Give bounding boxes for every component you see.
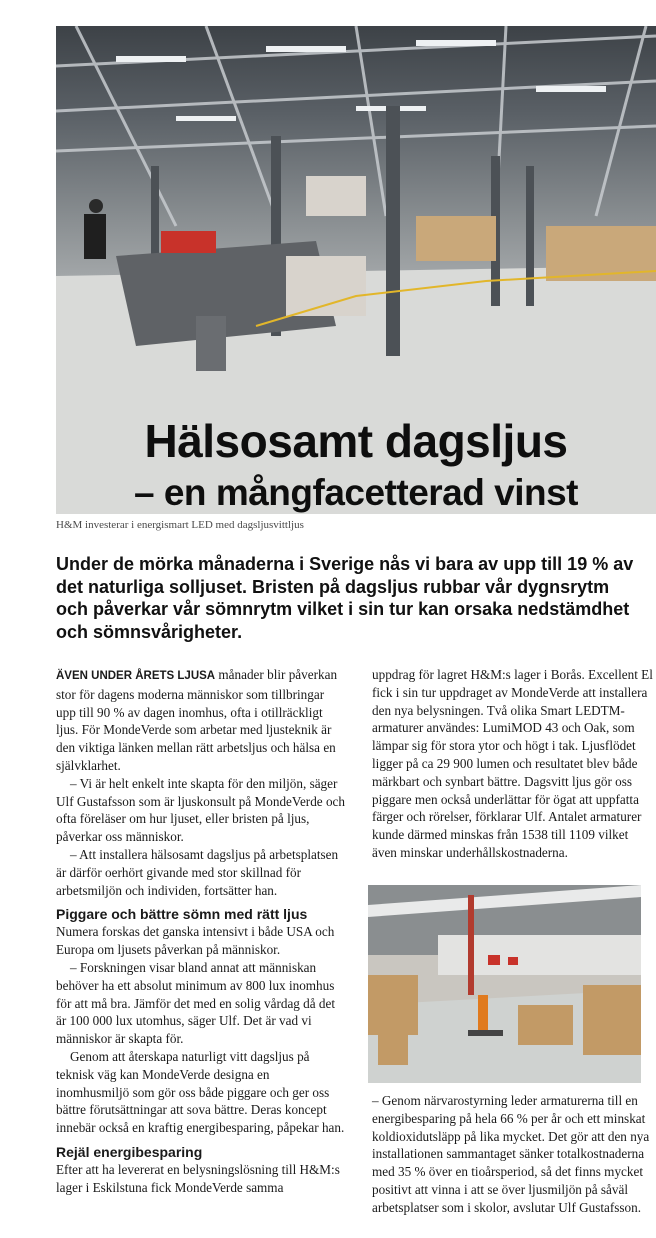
paragraph: – Vi är helt enkelt inte skapta för den miljön, säger Ulf Gustafsson som är ljuskonsult på MondeVerde och ofta föreläser om hur ljuset, eller bristen på ljus, påverkar oss människor. (56, 775, 345, 845)
warehouse-photo (368, 885, 641, 1083)
paragraph: – Genom närvarostyrning leder armaturerna till en energibesparing på hela 66 % per år och ett minskat koldioxidutsläpp på lika mycket. Det gör att den nya installationen sammantaget sänker totalkostnaderna med 35 % över en tioårsperiod, så det finns mycket positivt att vinna i att se över ljusmiljön på såväl arbetsplatser som i skolor, avslutar Ulf Gustafsson. (372, 1093, 650, 1215)
paragraph: – Att installera hälsosamt dagsljus på arbetsplatsen är därför oerhört givande med stor skillnad för arbetsmiljön och individen, fortsätter han. (56, 846, 339, 898)
left-column (56, 666, 346, 1197)
headline-line-2: – en mångfacetterad vinst (134, 472, 578, 513)
hero-photo (56, 26, 656, 514)
right-column (372, 666, 656, 862)
paragraph: Numera forskas det ganska intensivt i både USA och Europa om ljusets påverkan på människor. (56, 924, 335, 958)
paragraph: – Forskningen visar bland annat att människan behöver ha ett absolut minimum av 800 lux inomhus för att må bra. Jämför det med en solig vårdag då det är 100 000 lux utomhus, säger Ulf. Det är vad vi människor är skapta för. (56, 959, 336, 1047)
paragraph: Genom att återskapa naturligt vitt dagsljus på teknisk väg kan MondeVerde designa en inomhusmiljö som gör oss både piggare och ger oss bättre förutsättningar att sova bättre. Deras koncept innebär också en kraftig energibesparing, påpekar han. (56, 1048, 345, 1136)
paragraph: Efter att ha levererat en belysningslösning till H&M:s lager i Eskilstuna fick MondeVerde samma (56, 1161, 340, 1195)
lead-in: ÄVEN UNDER ÅRETS LJUSA (56, 670, 216, 682)
headline-line-1: Hälsosamt dagsljus (144, 415, 568, 467)
subheading: Rejäl energibesparing (56, 1143, 203, 1160)
lead-paragraph: Under de mörka månaderna i Sverige nås vi bara av upp till 19 % av det naturliga solljuset. Bristen på dagsljus rubbar vår dygnsrytm och påverkar vår sömnrytm vilket i sin tur kan orsaka nedstämdhet och sömnsvårigheter. (56, 554, 634, 642)
right-column-bottom (372, 1092, 656, 1217)
photo-caption: H&M investerar i energismart LED med dagsljusvittljus (56, 519, 304, 531)
paragraph: uppdrag för lagret H&M:s lager i Borås. Excellent El fick i sin tur uppdraget av MondeVerde att installera den nya belysningen. Två olika Smart LEDTM-armaturer användes: LumiMOD 43 och Oak, som lämpar sig för stora ytor och högt i tak. Ljusflödet ligger på ca 29 900 lumen och resultatet blev både märkbart och synbart bättre. Dagsvitt ljus gör oss piggare men också underlättar för ögat att uppfatta färger och rörelser, förklarar Ulf. Antalet armaturer kunde därmed minskas från 1538 till 1109 vilket även minskar underhållskostnaderna. (372, 667, 653, 860)
subheading: Piggare och bättre sömn med rätt ljus (56, 906, 308, 923)
paragraph-text: månader blir påverkan stor för dagens moderna människor som tillbringar upp till 90 % av dagen inomhus, ofta i otillräckligt ljus. För MondeVerde som arbetar med ljusteknik är den viktiga länken mellan rätt arbetsljus och hälsa en självklarhet. (56, 667, 338, 773)
warehouse-photo-illustration (368, 885, 641, 1083)
paragraph (56, 666, 346, 775)
